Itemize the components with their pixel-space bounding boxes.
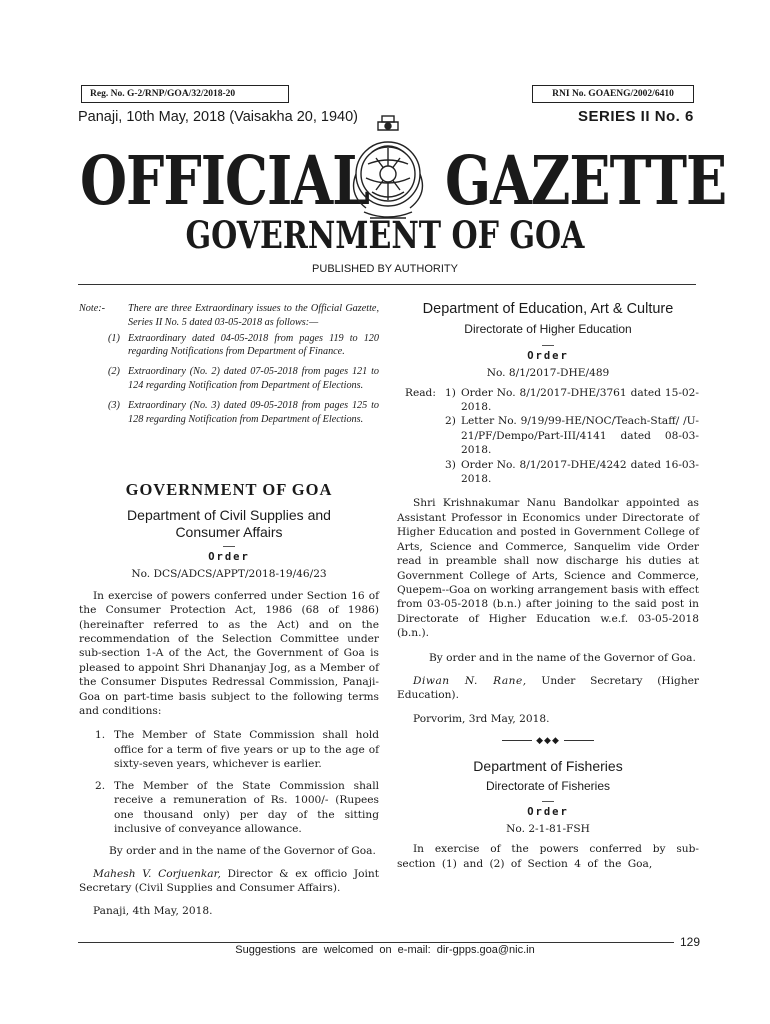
footer-suggestions: Suggestions are welcomed on e-mail: dir-gpps.goa@nic.in bbox=[235, 944, 535, 956]
by-order-text: By order and in the name of the Governor of Goa. bbox=[429, 651, 696, 664]
read-item: Order No. 8/1/2017-DHE/4242 dated 16-03-2018. bbox=[461, 458, 699, 486]
read-label: Read: bbox=[405, 386, 436, 399]
note-item: Extraordinary (No. 3) dated 09-05-2018 from pages 125 to 128 regarding Notification from Department of Elections. bbox=[128, 399, 379, 425]
signatory-title: Director & ex officio Joint Secretary (Civil Supplies and Consumer Affairs). bbox=[79, 867, 379, 895]
term-text: The Member of State Commission shall hold office for a term of five years or up to the age of sixty-seven years, whichever is earlier. bbox=[114, 729, 379, 771]
government-of-goa-title: GOVERNMENT OF GOA bbox=[185, 214, 585, 258]
note-number: (3) bbox=[108, 399, 120, 411]
read-item: Letter No. 9/19/99-HE/NOC/Teach-Staff/ /U-21/PF/Dempo/Part-III/4141 dated 08-03-2018. bbox=[461, 415, 699, 457]
by-order-text: By order and in the name of the Governor of Goa. bbox=[109, 845, 376, 858]
published-by-authority: PUBLISHED BY AUTHORITY bbox=[312, 263, 458, 275]
read-number: 1) bbox=[445, 386, 456, 399]
department-title: Department of Education, Art & Culture bbox=[422, 301, 674, 317]
order-label: Order bbox=[527, 349, 569, 362]
signatory-name: Diwan N. Rane, bbox=[413, 674, 527, 687]
rni-number: RNI No. GOAENG/2002/6410 bbox=[532, 85, 694, 103]
order-label: Order bbox=[527, 806, 569, 819]
order-number: No. 8/1/2017-DHE/489 bbox=[486, 367, 610, 380]
order-body: In exercise of powers conferred under Section 16 of the Consumer Protection Act, 1986 (68 of 1986) (hereinafter referred to as the Act) and on the recommendation of the Selection Committee under sub-section 1-A of the Act, the Government of Goa is pleased to appoint Shri Dhananjay Jog, as a Member of the Consumer Disputes Redressal Commission, Panaji-Goa on part-time basis subject to the following terms and conditions: bbox=[79, 589, 379, 718]
read-number: 3) bbox=[445, 458, 456, 471]
header-rule bbox=[78, 284, 696, 285]
state-emblem-icon bbox=[342, 112, 434, 230]
masthead-official: OFFICIAL bbox=[80, 140, 370, 220]
term-number: 2. bbox=[95, 779, 106, 792]
order-number: No. DCS/ADCS/APPT/2018-19/46/23 bbox=[131, 568, 327, 581]
notes-block bbox=[79, 302, 379, 426]
issue-date-line: Panaji, 10th May, 2018 (Vaisakha 20, 1940) bbox=[78, 109, 358, 125]
order-number: No. 2-1-81-FSH bbox=[506, 822, 590, 835]
order-label: Order bbox=[208, 551, 250, 563]
read-item: Order No. 8/1/2017-DHE/3761 dated 15-02-2018. bbox=[461, 386, 699, 414]
note-number: (2) bbox=[108, 366, 120, 378]
term-number: 1. bbox=[95, 729, 106, 742]
department-title: Department of Civil Supplies and Consumer Affairs bbox=[127, 507, 331, 540]
separator-ornament: ◆◆◆ bbox=[397, 734, 699, 748]
note-intro: There are three Extraordinary issues to the Official Gazette, Series II No. 5 dated 03-05-2018 as follows:— bbox=[128, 303, 379, 328]
term-text: The Member of the State Commission shall receive a remuneration of Rs. 1000/- (Rupees one thousand only) per day of the sitting inclusive of conveyance allowance. bbox=[114, 779, 379, 835]
place-date: Panaji, 4th May, 2018. bbox=[93, 904, 213, 917]
department-title: Department of Fisheries bbox=[473, 757, 623, 774]
note-item: Extraordinary dated 04-05-2018 from pages 119 to 120 regarding Notifications from Department of Finance. bbox=[128, 332, 379, 358]
footer-rule bbox=[78, 942, 674, 943]
read-number: 2) bbox=[445, 415, 456, 428]
directorate-title: Directorate of Fisheries bbox=[485, 778, 611, 793]
directorate-title: Directorate of Higher Education bbox=[464, 322, 632, 337]
order-body: In exercise of the powers conferred by sub-section (1) and (2) of Section 4 of the Goa, bbox=[397, 843, 699, 870]
note-label: Note:- bbox=[79, 303, 106, 314]
page-number: 129 bbox=[680, 935, 701, 949]
registration-number: Reg. No. G-2/RNP/GOA/32/2018-20 bbox=[81, 85, 289, 103]
order-body: Shri Krishnakumar Nanu Bandolkar appointed as Assistant Professor in Economics under Directorate of Higher Education and posted in Government College of Arts, Science and Commerce, Sanquelim vide Order read in preamble shall now discharge his duties at Government College of Arts, Science and Commerce, Quepem--Goa on working arrangement basis with effect from 03-05-2018 (b.n.) after joining to the said post in Directorate of Higher Education w.e.f. 03-05-2018 (b.n.). bbox=[397, 497, 699, 640]
masthead-gazette: GAZETTE bbox=[445, 140, 727, 220]
note-number: (1) bbox=[108, 332, 120, 344]
signatory-title: Under Secretary (Higher Education). bbox=[397, 674, 699, 702]
place-date: Porvorim, 3rd May, 2018. bbox=[413, 712, 550, 725]
signatory-name: Mahesh V. Corjuenkar, bbox=[93, 867, 221, 880]
government-of-goa-heading: GOVERNMENT OF GOA bbox=[125, 480, 333, 499]
series-number: SERIES II No. 6 bbox=[578, 108, 694, 125]
note-item: Extraordinary (No. 2) dated 07-05-2018 from pages 121 to 124 regarding Notification from Department of Elections. bbox=[128, 366, 379, 391]
